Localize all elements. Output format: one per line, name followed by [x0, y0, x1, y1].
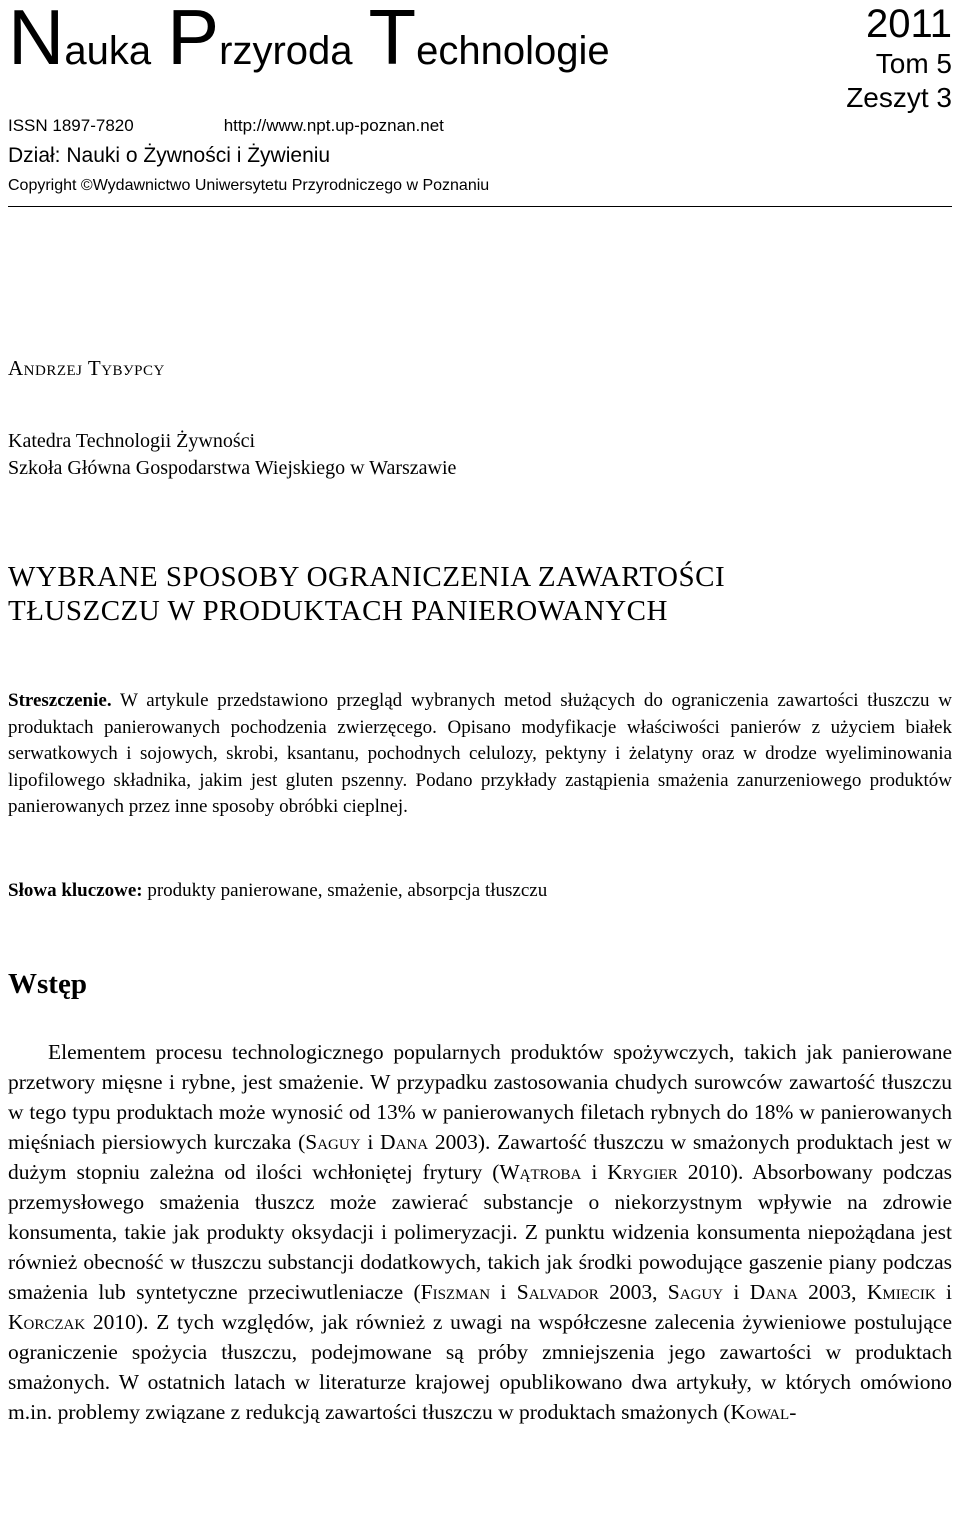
intro-paragraph	[8, 1037, 952, 1427]
issue-volume: Tom 5	[875, 48, 952, 79]
intro-text: 2003,	[797, 1280, 867, 1304]
issue-info	[846, 4, 952, 112]
citation-author: Saguy	[667, 1280, 724, 1304]
citation-author: Fiszman	[420, 1280, 491, 1304]
citation-author: Wątroba	[499, 1160, 582, 1184]
article-title	[8, 560, 725, 628]
article-title-line-1: WYBRANE SPOSOBY OGRANICZENIA ZAWARTOŚCI	[8, 561, 726, 593]
affiliation-institution: Szkoła Główna Gospodarstwa Wiejskiego w Warszawie	[8, 457, 457, 479]
issn: ISSN 1897-7820	[8, 116, 134, 135]
journal-title-word-technologie: echnologie	[416, 29, 610, 73]
intro-text: i	[935, 1280, 953, 1304]
abstract	[8, 688, 952, 821]
intro-text: i	[490, 1280, 517, 1304]
journal-title-initial-n: N	[8, 0, 65, 81]
journal-title-initial-t: T	[368, 0, 417, 81]
intro-text: 2003). Zawartość tłuszczu w smażonych produktach jest w dużym stopniu zależna od ilości wchłoniętej frytury (	[8, 1130, 952, 1184]
intro-text: Elementem procesu technologicznego popularnych produktów spożywczych, takich jak panierowane przetwory mięsne i rybne, jest smażenie. W przypadku zastosowania chudych surowców zawartość tłuszczu w tego typu produktach może wynosić od 13% w panierowanych filetach rybnych do 18% w panierowanych mięśniach piersiowych kurczaka (	[8, 1040, 952, 1154]
intro-text: 2010). Absorbowany podczas przemysłowego smażenia tłuszcz może zawierać substancje o niekorzystnym wpływie na zdrowie konsumenta, takie jak produkty oksydacji i polimeryzacji. Z punktu widzenia konsumenta niepożądana jest również obecność w tłuszczu substancji dodatkowych, takich jak środki powodujące gaszenie piany podczas smażenia lub syntetyczne przeciwutleniacze (	[8, 1160, 952, 1304]
header-divider	[8, 206, 952, 207]
citation-author: Kmiecik	[866, 1280, 936, 1304]
citation-author: Dana	[749, 1280, 798, 1304]
citation-author: Krygier	[607, 1160, 678, 1184]
citation-author: Kowal-	[730, 1400, 797, 1424]
citation-author: Dana	[380, 1130, 429, 1154]
abstract-text: W artykule przedstawiono przegląd wybranych metod służących do ograniczenia zawartości tłuszczu w produktach panierowanych pochodzenia zwierzęcego. Opisano modyfikacje właściwości panierów z użyciem białek serwatkowych i sojowych, skrobi, ksantanu, pochodnych celulozy, pektyny i żelatyny oraz w drodze wyeliminowania lipofilowego składnika, jakim jest gluten pszenny. Podano przykłady zastąpienia smażenia zanurzeniowego produktów panierowanych przez inne sposoby obróbki cieplnej.	[8, 690, 952, 817]
issue-number: Zeszyt 3	[846, 82, 952, 113]
intro-text: 2010). Z tych względów, jak również z uwagi na współczesne zalecenia żywieniowe postulujące ograniczenie spożycia tłuszczu, podejmowane są próby zmniejszenia jego zawartości w produktach smażonych. W ostatnich latach w literaturze krajowej opublikowano dwa artykuły, w których omówiono m.in. problemy związane z redukcją zawartości tłuszczu w produktach smażonych (	[8, 1310, 952, 1424]
intro-text: i	[581, 1160, 608, 1184]
keywords-label: Słowa kluczowe:	[8, 880, 143, 901]
keywords-text: produkty panierowane, smażenie, absorpcja tłuszczu	[142, 880, 548, 901]
citation-author: Salvador	[516, 1280, 599, 1304]
journal-url-link[interactable]: http://www.npt.up-poznan.net	[223, 116, 444, 135]
abstract-label: Streszczenie.	[8, 690, 112, 711]
section-heading-intro: Wstęp	[8, 968, 87, 1000]
article-title-line-2: TŁUSZCZU W PRODUKTACH PANIEROWANYCH	[8, 595, 668, 627]
author-name: Andrzej Tybурcy	[8, 356, 165, 380]
affiliation-department: Katedra Technologii Żywności	[8, 430, 256, 452]
citation-author: Korczak	[8, 1310, 86, 1334]
citation-author: Saguy	[305, 1130, 361, 1154]
journal-title	[8, 0, 626, 81]
journal-title-initial-p: P	[167, 0, 220, 81]
intro-text: i	[723, 1280, 750, 1304]
keywords	[8, 880, 547, 902]
journal-title-word-nauka: auka	[64, 29, 152, 73]
journal-section: Dział: Nauki o Żywności i Żywieniu	[8, 144, 331, 167]
intro-text: 2003,	[598, 1280, 668, 1304]
journal-title-word-przyroda: rzyroda	[219, 29, 353, 73]
journal-identifiers	[8, 116, 444, 136]
copyright-notice: Copyright ©Wydawnictwo Uniwersytetu Przyrodniczego w Poznaniu	[8, 177, 490, 194]
intro-text: i	[360, 1130, 381, 1154]
issue-year: 2011	[865, 2, 952, 46]
